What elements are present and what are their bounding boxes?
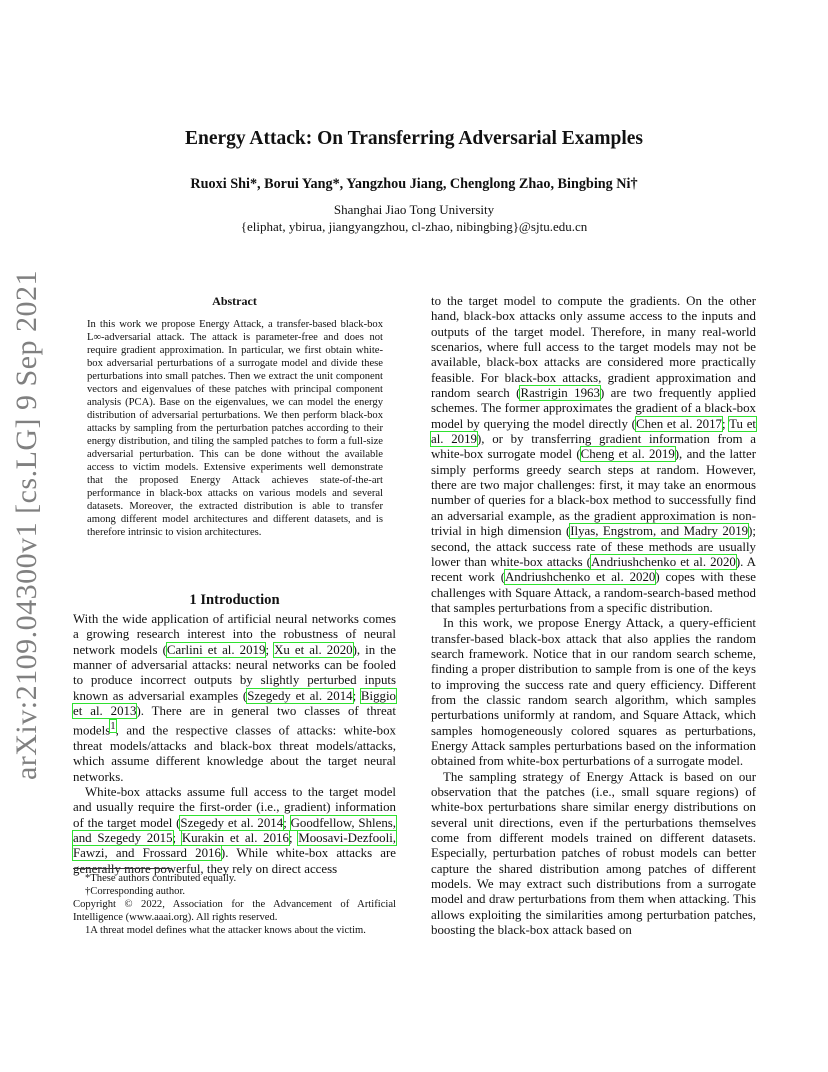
text-run: ;: [265, 642, 275, 657]
text-run: ), in the manner of adversarial attacks: neural networks can be fooled to produce incorrect outputs by slightly perturbed inputs known as adversarial examples (: [73, 642, 396, 703]
footnote-divider: [73, 868, 171, 869]
citation-link[interactable]: Andriushchenko et al. 2020: [504, 570, 656, 585]
abstract-text: In this work we propose Energy Attack, a transfer-based black-box L∞-adversarial attack. The attack is parameter-free and does not require gradient approximation. In particular, we first obtain white-box adversarial perturbations of a surrogate model and divide these perturbations into small patches. Then we extract the unit component vectors and eigenvalues of these patches with principal component analysis (PCA). Base on the eigenvalues, we can model the energy distribution of adversarial perturbations. We then perform black-box attacks by sampling from the perturbation patches according to their energy distribution, and tiling the sampled patches to form a full-size adversarial perturbation. This can be done without the available access to victim models. Extensive experiments well demonstrate that the proposed Energy Attack achieves state-of-the-art performance in black-box attacks on various models and several datasets. Moreover, the extracted distribution is able to transfer among different model architectures and different datasets, and is therefore intrinsic to vision architectures.: [87, 319, 383, 538]
citation-link[interactable]: Kurakin et al. 2016: [181, 831, 289, 846]
citation-link[interactable]: Goodfellow, Shlens, and Szegedy 2015: [73, 815, 396, 846]
affiliation-block: [0, 201, 828, 235]
citation-link[interactable]: Xu et al. 2020: [274, 642, 353, 657]
text-run: ), and the latter simply performs greedy search steps at random. However, there are two major challenges: first, it may take an enormous number of queries for a black-box method to successfully find an adversarial example, as the gradient approximation is non-trivial in high dimension (: [431, 447, 756, 539]
footnote-equal-contribution: *These authors contributed equally.: [85, 873, 237, 884]
citation-link[interactable]: Moosavi-Dezfooli, Fawzi, and Frossard 2016: [73, 831, 396, 861]
abstract-heading: Abstract: [212, 294, 257, 308]
intro-paragraph-2: [73, 785, 396, 877]
text-run: ). There are in general two classes of threat models: [73, 704, 396, 738]
intro-column-left: [73, 612, 396, 877]
text-run: With the wide application of artificial neural networks comes a growing research interest into the robustness of neural network models (: [73, 612, 396, 657]
copyright-notice: Copyright © 2022, Association for the Advancement of Artificial Intelligence (www.aaai.org). All rights reserved.: [73, 899, 396, 923]
citation-link[interactable]: Szegedy et al. 2014: [180, 815, 284, 830]
text-run: to the target model to compute the gradients. On the other hand, black-box attacks only assume access to the inputs and outputs of the target model. Therefore, in many real-world scenarios, where full access to the target models may not be available, black-box attacks are considered more practically feasible. For black-box attacks, gradient approximation and random search (: [431, 294, 756, 401]
citation-link[interactable]: Andriushchenko et al. 2020: [590, 554, 736, 569]
affiliation: Shanghai Jiao Tong University: [333, 202, 495, 217]
footnote-link[interactable]: 1: [110, 720, 116, 733]
text-run: ). While white-box attacks are generally more powerful, they rely on direct access: [73, 846, 396, 876]
right-paragraph-1: [431, 294, 756, 616]
text-run: ;: [288, 831, 299, 846]
text-run: ;: [722, 416, 730, 431]
text-run: ); second, the attack success rate of these methods are usually lower than white-box attacks (: [431, 524, 756, 569]
right-paragraph-2: In this work, we propose Energy Attack, a query-efficient transfer-based black-box attack that also applies the random search framework. Notice that in our random search scheme, finding a proper distribution to sample from is one of the keys to improving the success rate and query efficiency. Different from the classic random search algorithm, which samples perturbations uniformly at random, and Square Attack, which samples homogeneously colored squares as perturbations, Energy Attack samples perturbations based on the information obtained from white-box perturbations of a surrogate model.: [431, 616, 756, 769]
footnotes: [73, 872, 396, 937]
citation-link[interactable]: Ilyas, Engstrom, and Madry 2019: [570, 524, 749, 539]
text-run: ) are two frequently applied schemes. The former approximates the gradient of a black-box model by querying the model directly (: [431, 386, 756, 431]
paper-title: Energy Attack: On Transferring Adversarial Examples: [184, 128, 644, 149]
footnote-threat-model: 1A threat model defines what the attacker knows about the victim.: [85, 925, 366, 936]
section-heading-introduction: 1 Introduction: [189, 592, 280, 608]
text-run: ), or by transferring gradient information from a white-box surrogate model (: [431, 432, 756, 462]
citation-link[interactable]: Szegedy et al. 2014: [247, 688, 353, 703]
text-run: ) copes with these challenges with Square Attack, a random-search-based method that samples perturbations from a specific distribution.: [431, 570, 756, 615]
arxiv-sidebar: [2, 269, 52, 781]
author-list: Ruoxi Shi*, Borui Yang*, Yangzhou Jiang, Chenglong Zhao, Bingbing Ni†: [190, 176, 638, 192]
citation-link[interactable]: Cheng et al. 2019: [580, 447, 675, 462]
text-run: White-box attacks assume full access to the target model and usually require the first-order (i.e., gradient) information of the target model (: [73, 785, 396, 830]
text-run: ;: [283, 815, 291, 830]
citation-link[interactable]: Chen et al. 2017: [635, 416, 722, 431]
arxiv-identifier: arXiv:2109.04300v1 [cs.LG] 9 Sep 2021: [10, 269, 43, 781]
text-run: ). A recent work (: [431, 554, 756, 585]
citation-link[interactable]: Biggio et al. 2013: [73, 688, 396, 719]
citation-link[interactable]: Rastrigin 1963: [520, 386, 600, 401]
author-emails: {eliphat, ybirua, jiangyangzhou, cl-zhao, nibingbing}@sjtu.edu.cn: [240, 219, 588, 234]
text-run: , and the respective classes of attacks: white-box threat models/attacks and black-box threat models/attacks, which assume different knowledge about the target neural networks.: [73, 723, 396, 784]
footnote-corresponding-author: †Corresponding author.: [85, 886, 186, 897]
text-run: ;: [352, 688, 361, 703]
citation-link[interactable]: Tu et al. 2019: [431, 416, 756, 447]
citation-link[interactable]: Carlini et al. 2019: [166, 642, 266, 657]
intro-paragraph-1: [73, 612, 396, 785]
right-paragraph-3: The sampling strategy of Energy Attack is based on our observation that the patches (i.e., small square regions) of white-box perturbations share similar energy distributions on several unit directions, even if the perturbations themselves come from different models trained on different datasets. Especially, perturbation patches of robust models can better capture the shared distribution among patches of different models. We may extract such distributions from a surrogate model and draw perturbations from them when attacking. This allows exploiting the similarities among perturbation patches, boosting the black-box attack based on: [431, 769, 756, 938]
text-run: ;: [172, 831, 182, 846]
intro-column-right: [431, 294, 756, 938]
